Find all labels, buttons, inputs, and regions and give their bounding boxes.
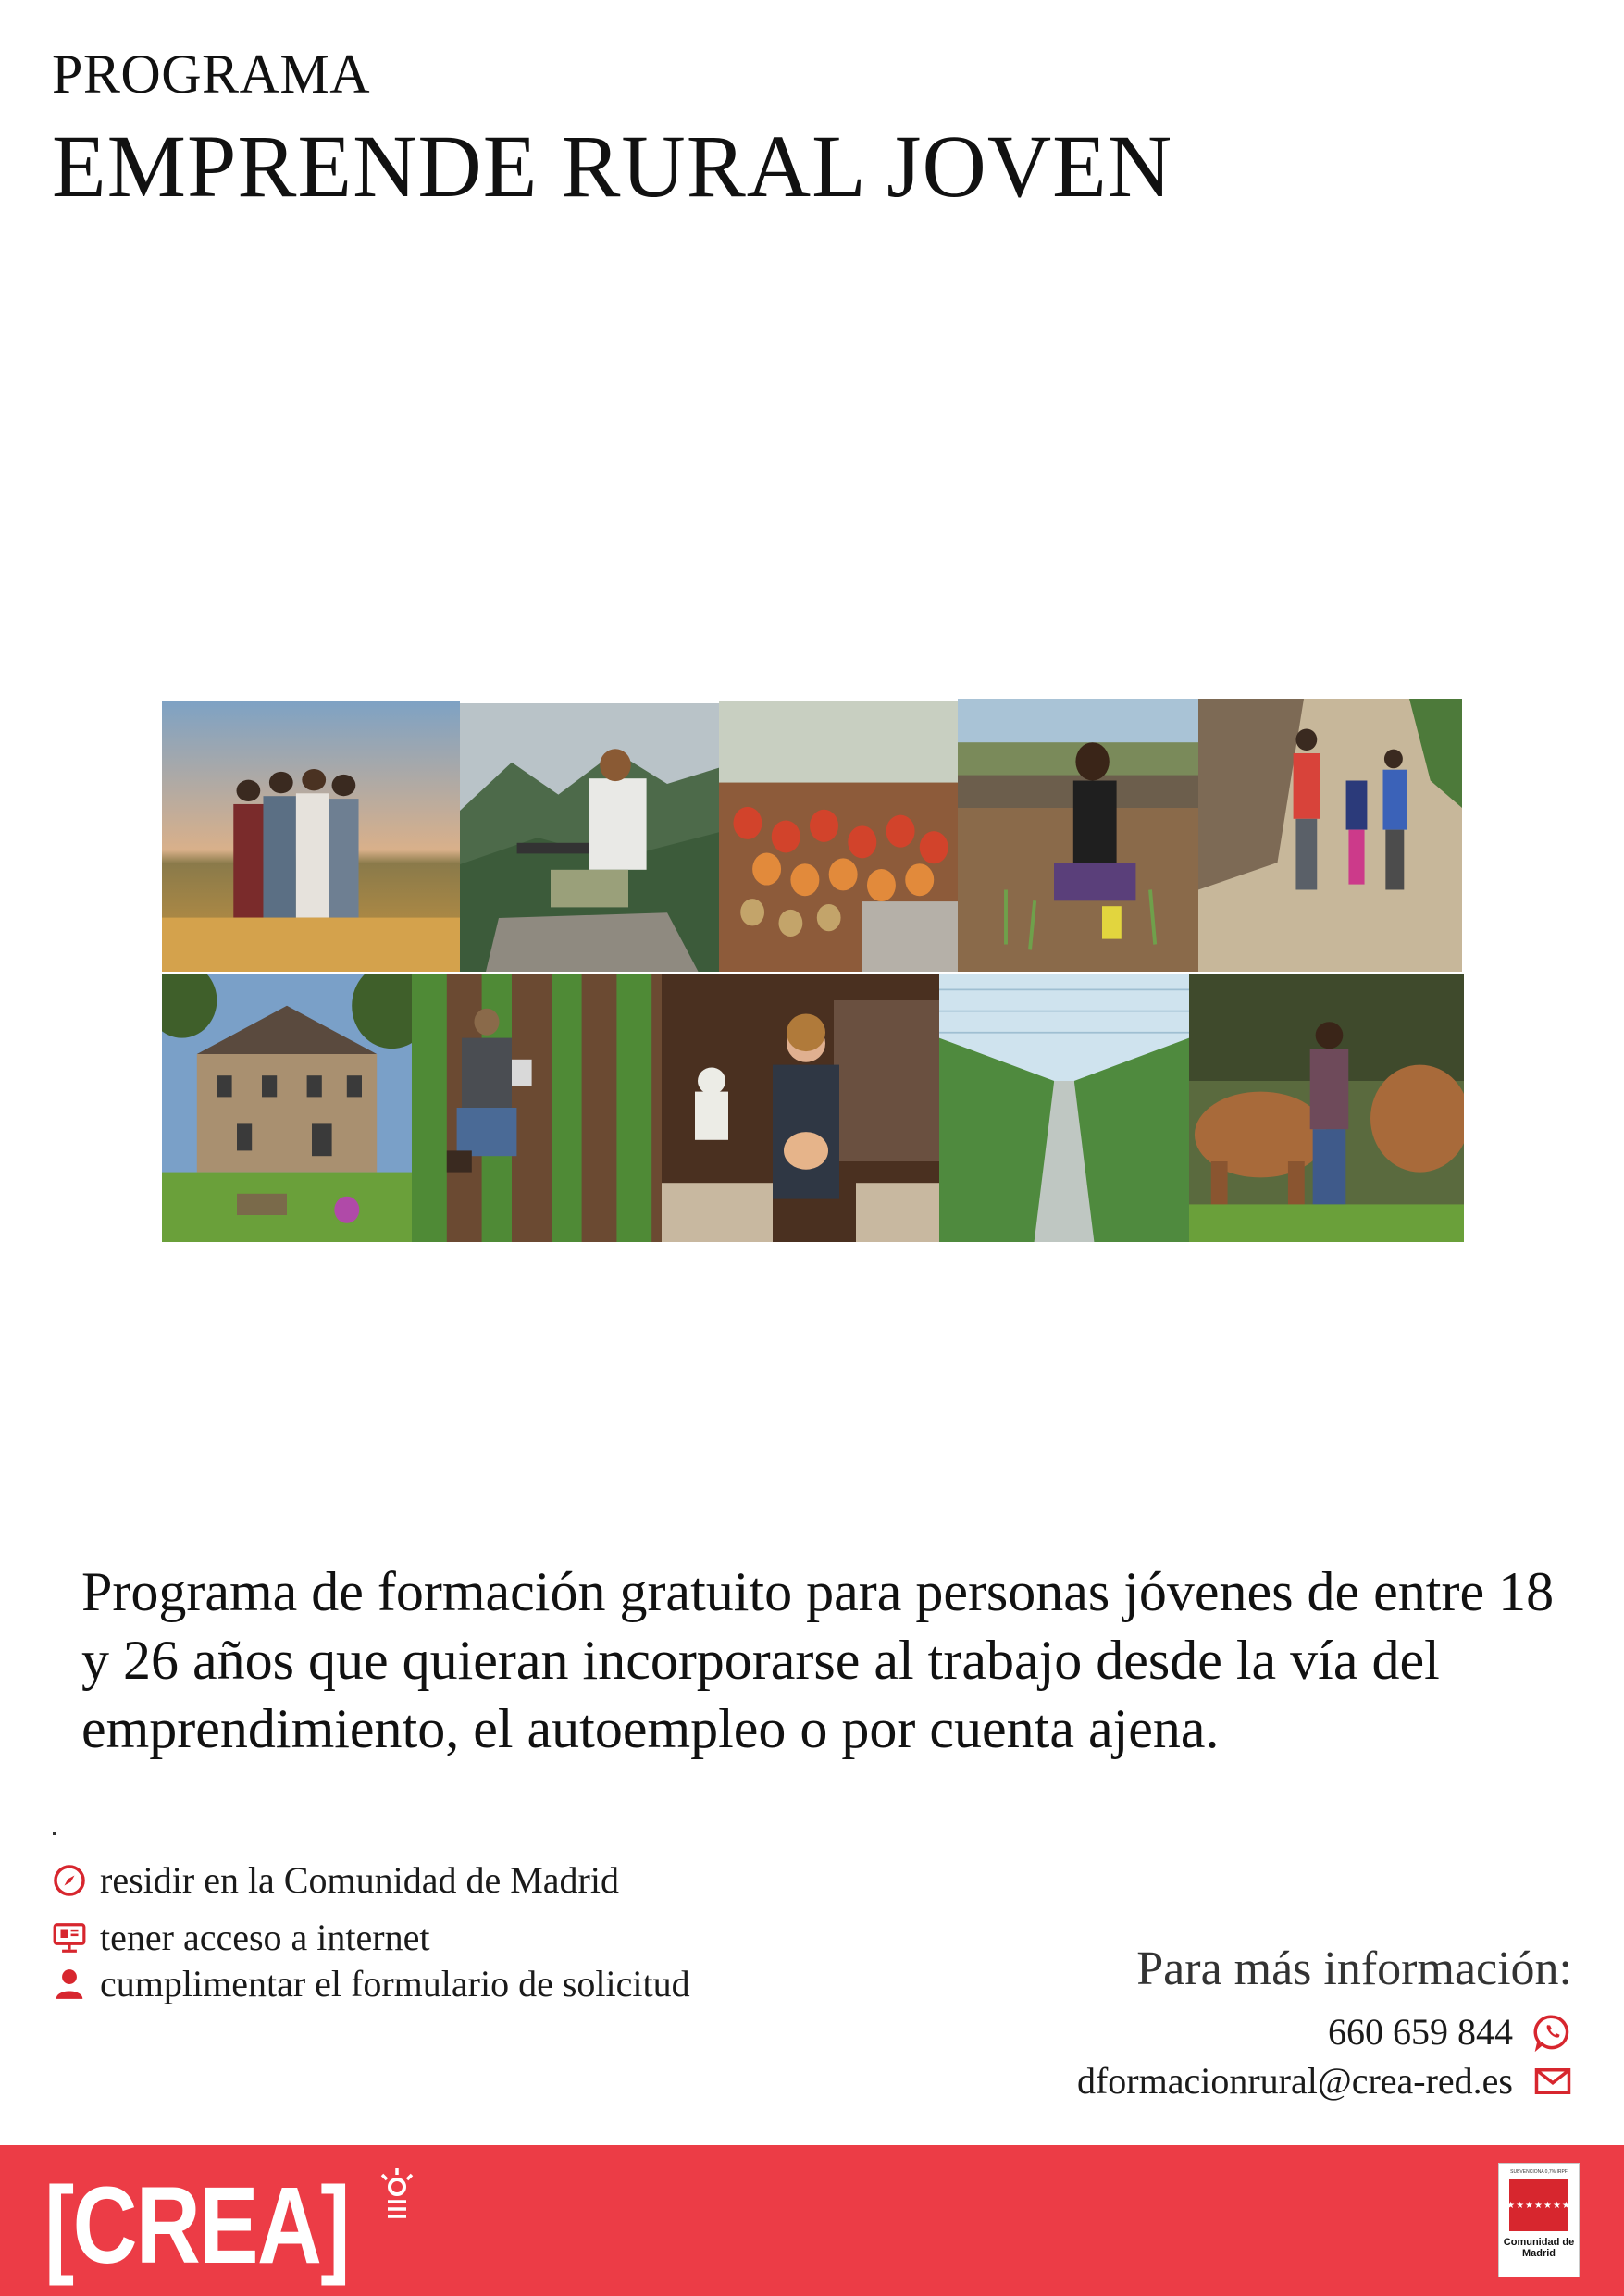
partner-name: Comunidad de Madrid	[1503, 2237, 1575, 2259]
compass-icon	[52, 1863, 87, 1898]
comunidad-de-madrid-logo	[1498, 2163, 1580, 2277]
person-icon	[52, 1967, 87, 2002]
stone-country-house-photo	[162, 974, 412, 1242]
madrid-flag	[1506, 2179, 1571, 2231]
contact-heading: Para más información:	[1136, 1942, 1572, 1995]
lightbulb-icon	[375, 2166, 419, 2229]
program-title: EMPRENDE RURAL JOVEN	[52, 117, 1173, 216]
woman-with-cattle-photo	[1189, 974, 1464, 1242]
requirement-text: tener acceso a internet	[100, 1917, 430, 1958]
requirement-residence	[52, 1858, 619, 1902]
fruit-market-stall-photo	[719, 701, 958, 972]
whatsapp-icon	[1533, 2013, 1572, 2052]
requirement-text: residir en la Comunidad de Madrid	[100, 1859, 619, 1901]
person-with-laptop-on-mountain-photo	[460, 703, 719, 972]
phone-number[interactable]: 660 659 844	[1328, 2011, 1513, 2053]
requirement-application-form	[52, 1962, 690, 2005]
program-kicker: PROGRAMA	[52, 43, 371, 105]
young-man-with-goats-and-cheese-photo	[662, 974, 939, 1242]
crea-logo	[44, 2165, 419, 2287]
contact-email[interactable]	[1077, 2059, 1572, 2103]
mail-icon	[1533, 2062, 1572, 2101]
flag-stars: ★★★★★★★	[1506, 2200, 1571, 2211]
contact-phone[interactable]	[1328, 2010, 1572, 2054]
partner-caption: SUBVENCIONA 0,7% IRPF	[1510, 2169, 1568, 2175]
friends-in-wheat-field-photo	[162, 701, 460, 972]
computer-icon	[52, 1920, 87, 1955]
farmer-with-tablet-in-crops-photo	[412, 974, 662, 1242]
family-hiking-photo	[1198, 699, 1462, 972]
requirement-text: cumplimentar el formulario de solicitud	[100, 1963, 690, 2004]
bullet-dot	[53, 1832, 56, 1835]
program-description: Programa de formación gratuito para personas jóvenes de entre 18 y 26 años que quieran incorporarse al trabajo desde la vía del emprendimiento, el autoempleo o por cuenta ajena.	[81, 1561, 1555, 1759]
woman-planting-garden-photo	[958, 699, 1198, 972]
requirement-internet	[52, 1916, 429, 1959]
photo-collage	[162, 699, 1462, 1242]
email-address[interactable]: dformacionrural@crea-red.es	[1076, 2060, 1513, 2102]
greenhouse-rows-photo	[939, 974, 1189, 1242]
crea-logo-text: [CREA]	[44, 2165, 349, 2287]
